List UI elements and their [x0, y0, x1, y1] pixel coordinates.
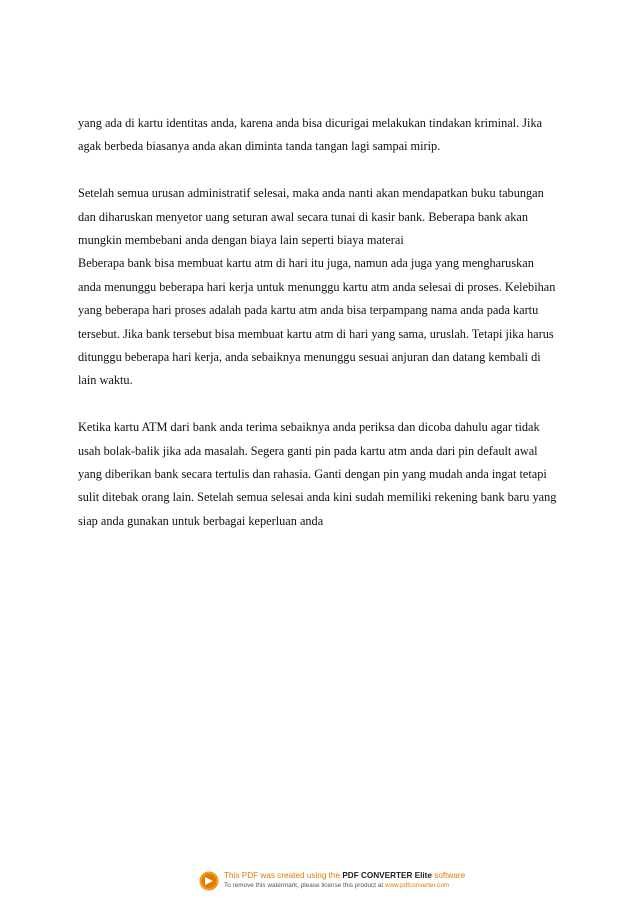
paragraph-gap [78, 393, 573, 416]
watermark-line-1-prefix: This PDF was created using the [224, 871, 343, 880]
paragraph-2-line-5: anda menunggu beberapa hari kerja untuk menunggu kartu atm anda selesai di proses. Kelebihan [78, 279, 556, 294]
paragraph-3-line-1: Ketika kartu ATM dari bank anda terima sebaiknya anda periksa dan dicoba dahulu agar tidak [78, 420, 540, 435]
watermark-line-2-prefix: To remove this watermark, please license this product at [224, 882, 385, 889]
paragraph-2-line-1: Setelah semua urusan administratif selesai, maka anda nanti akan mendapatkan buku tabungan [78, 186, 544, 201]
watermark-product-name: PDF CONVERTER Elite [342, 871, 432, 880]
watermark-url-link[interactable]: www.pdfconverter.com [384, 882, 450, 889]
paragraph-2-line-7: tersebut. Jika bank tersebut bisa membuat kartu atm di hari yang sama, uruslah. Tetapi jika harus [78, 326, 554, 341]
paragraph-1-line-1: yang ada di kartu identitas anda, karena anda bisa dicurigai melakukan tindakan kriminal. Jika [78, 116, 543, 130]
paragraph-3-line-2: usah bolak-balik jika ada masalah. Segera ganti pin pada kartu atm anda dari pin default awal [78, 443, 538, 458]
paragraph-2-line-3: mungkin membebani anda dengan biaya lain seperti biaya materai [78, 233, 404, 248]
document-body [78, 112, 573, 533]
watermark-line-1-suffix: software [431, 871, 466, 880]
pdf-converter-logo-icon [199, 871, 219, 891]
paragraph-2-line-9: lain waktu. [78, 373, 133, 388]
watermark-text [224, 871, 465, 891]
paragraph-3-line-5: siap anda gunakan untuk berbagai keperluan anda [78, 513, 324, 528]
paragraph-2-line-8: ditunggu beberapa hari kerja, anda sebaiknya menunggu sesuai anjuran dan datang kembali di [78, 350, 541, 365]
paragraph-1-line-2: agak berbeda biasanya anda akan diminta tanda tangan lagi sampai mirip. [78, 139, 441, 154]
paragraph-2-line-6: yang beberapa hari proses adalah pada kartu atm anda bisa terpampang nama anda pada kartu [78, 303, 539, 318]
paragraph-3-line-3: yang diberikan bank secara tertulis dan rahasia. Ganti dengan pin yang mudah anda ingat tetapi [78, 467, 547, 482]
watermark-line-2 [224, 881, 465, 891]
paragraph-2-line-2: dan diharuskan menyetor uang seturan awal secara tunai di kasir bank. Beberapa bank akan [78, 209, 529, 224]
paragraph-gap [78, 159, 573, 182]
paragraph-3-line-4: sulit ditebak orang lain. Setelah semua selesai anda kini sudah memiliki rekening bank baru yang [78, 490, 557, 505]
watermark-line-1 [224, 871, 465, 881]
paragraph-2-line-4: Beberapa bank bisa membuat kartu atm di hari itu juga, namun ada juga yang mengharuskan [78, 256, 534, 271]
pdf-converter-watermark [199, 869, 465, 893]
